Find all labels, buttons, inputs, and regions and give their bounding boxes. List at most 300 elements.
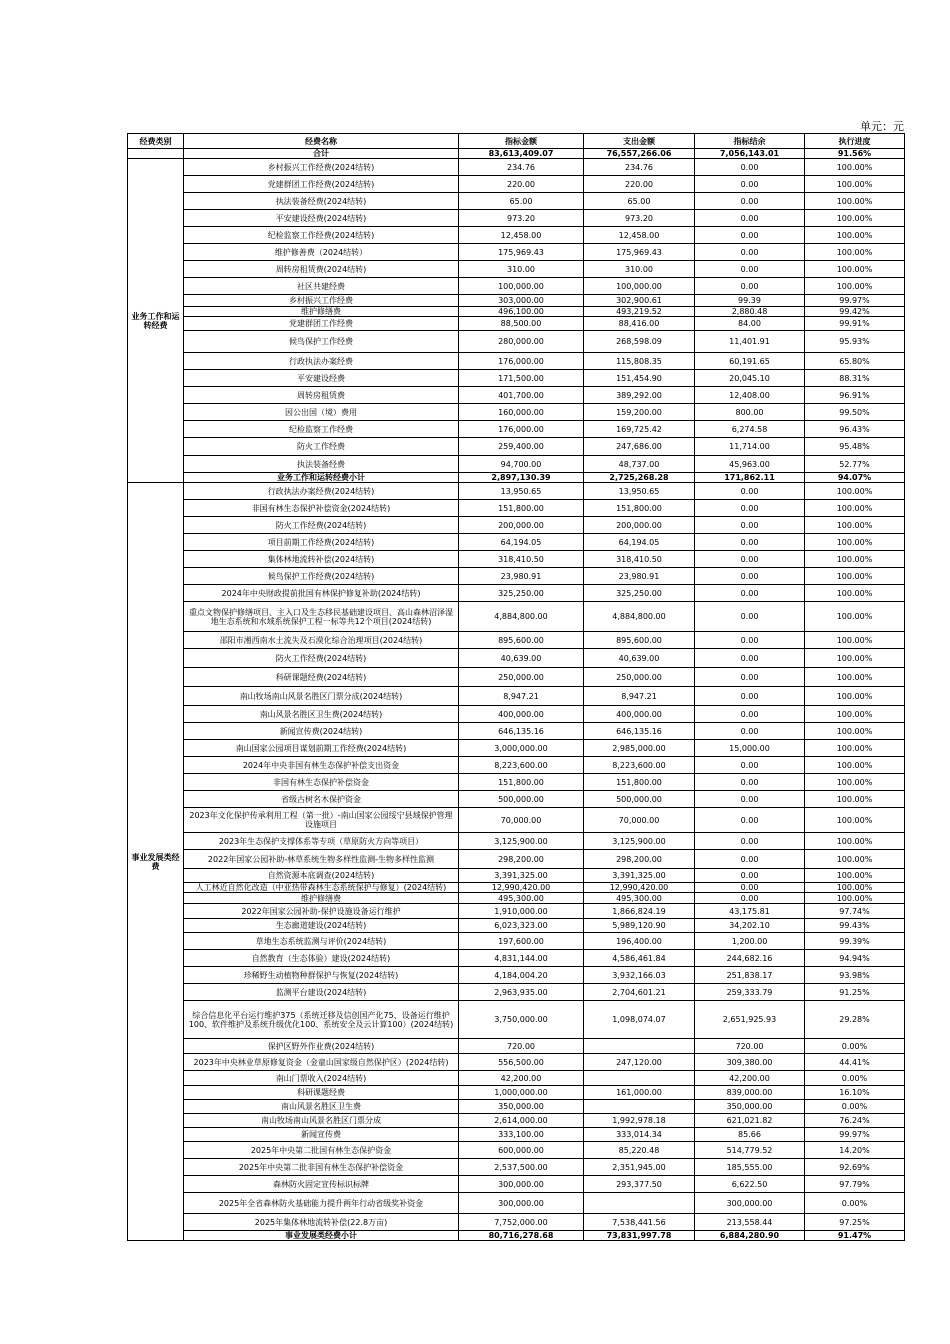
budget-amount: 176,000.00: [459, 353, 584, 370]
spent-amount: 100,000.00: [584, 278, 695, 295]
fund-name: 保护区野外作业费(2024结转): [184, 1039, 459, 1054]
balance-amount: 800.00: [695, 404, 805, 421]
budget-amount: 8,947.21: [459, 687, 584, 706]
progress-value: 100.00%: [805, 483, 905, 500]
fund-name: 2024年中央财政提前批国有林保护修复补助(2024结转): [184, 585, 459, 602]
spent-amount: 3,932,166.03: [584, 967, 695, 984]
budget-amount: 325,250.00: [459, 585, 584, 602]
balance-amount: 300,000.00: [695, 1193, 805, 1214]
progress-value: 14.20%: [805, 1142, 905, 1159]
fund-name: 2025年全省森林防火基础能力提升两年行动省级奖补资金: [184, 1193, 459, 1214]
balance-amount: 6,274.58: [695, 421, 805, 438]
spent-amount: 310.00: [584, 261, 695, 278]
spent-amount: 151,800.00: [584, 500, 695, 517]
table-row: [128, 1214, 905, 1231]
progress-value: 100.00%: [805, 869, 905, 883]
fund-name: 省级古树名木保护资金: [184, 791, 459, 808]
spent-amount: 4,884,800.00: [584, 602, 695, 632]
budget-amount: 333,100.00: [459, 1128, 584, 1142]
table-row: [128, 933, 905, 950]
fund-name: 2022年国家公园补助-保护设施设备运行维护: [184, 904, 459, 919]
table-row: [128, 893, 905, 904]
budget-amount: 303,000.00: [459, 295, 584, 307]
fund-name: 乡村振兴工作经费(2024结转): [184, 159, 459, 176]
table-row: [128, 687, 905, 706]
table-row: [128, 534, 905, 551]
subtotal-name: 事业发展类经费小计: [184, 1231, 459, 1241]
balance-amount: 0.00: [695, 833, 805, 850]
table-row: [128, 483, 905, 500]
balance-amount: 0.00: [695, 261, 805, 278]
budget-amount: 3,750,000.00: [459, 1001, 584, 1039]
spent-amount: 115,808.35: [584, 353, 695, 370]
balance-amount: 0.00: [695, 278, 805, 295]
progress-value: 88.31%: [805, 370, 905, 387]
budget-amount: 3,391,325.00: [459, 869, 584, 883]
table-row: [128, 295, 905, 307]
spent-amount: [584, 1071, 695, 1086]
balance-amount: 84.00: [695, 317, 805, 331]
budget-amount: 175,969.43: [459, 244, 584, 261]
fund-name: 2023年文化保护传承利用工程（第一批）-南山国家公园绥宁县域保护管理设施项目: [184, 808, 459, 833]
table-row: [128, 1086, 905, 1100]
table-row: [128, 632, 905, 649]
balance-amount: 99.39: [695, 295, 805, 307]
spent-amount: 8,947.21: [584, 687, 695, 706]
balance-amount: 0.00: [695, 551, 805, 568]
table-row: [128, 387, 905, 404]
category-cell: 业务工作和运转经费: [128, 159, 184, 483]
table-row: [128, 668, 905, 687]
fund-name: 执法装备经费: [184, 456, 459, 473]
budget-amount: 151,800.00: [459, 500, 584, 517]
subtotal-name: 业务工作和运转经费小计: [184, 473, 459, 483]
table-row: [128, 1100, 905, 1114]
budget-amount: 3,125,900.00: [459, 833, 584, 850]
budget-amount: 200,000.00: [459, 517, 584, 534]
budget-amount: 720.00: [459, 1039, 584, 1054]
table-row: [128, 176, 905, 193]
spent-amount: 220.00: [584, 176, 695, 193]
spent-amount: 1,992,978.18: [584, 1114, 695, 1128]
progress-value: 29.28%: [805, 1001, 905, 1039]
table-row: [128, 950, 905, 967]
table-row: [128, 602, 905, 632]
balance-amount: 0.00: [695, 500, 805, 517]
progress-value: 100.00%: [805, 585, 905, 602]
fund-name: 新闻宣传费(2024结转): [184, 723, 459, 740]
balance-amount: 350,000.00: [695, 1100, 805, 1114]
balance-amount: 0.00: [695, 883, 805, 893]
balance-amount: 85.66: [695, 1128, 805, 1142]
fund-name: 行政执法办案经费(2024结转): [184, 483, 459, 500]
fund-name: 重点文物保护修缮项目、主入口及生态移民基础建设项目、高山森林沼泽湿地生态系统和水域系统保护工程一标等共12个项目(2024结转): [184, 602, 459, 632]
progress-value: 100.00%: [805, 883, 905, 893]
progress-value: 99.91%: [805, 317, 905, 331]
unit-label: 单元：元: [860, 120, 904, 133]
progress-value: 99.97%: [805, 295, 905, 307]
subtotal-budget: 80,716,278.68: [459, 1231, 584, 1241]
balance-amount: 20,045.10: [695, 370, 805, 387]
progress-value: 97.74%: [805, 904, 905, 919]
fund-name: 2023年中央林业草原修复资金（金童山国家级自然保护区）(2024结转): [184, 1054, 459, 1071]
balance-amount: 621,021.82: [695, 1114, 805, 1128]
table-row: [128, 1001, 905, 1039]
fund-name: 南山牧场南山风景名胜区门票分成(2024结转): [184, 687, 459, 706]
table-row: [128, 500, 905, 517]
fund-name: 社区共建经费: [184, 278, 459, 295]
spent-amount: 5,989,120.90: [584, 919, 695, 933]
table-row: [128, 456, 905, 473]
fund-name: 南山国家公园项目谋划前期工作经费(2024结转): [184, 740, 459, 757]
fund-name: 南山风景名胜区卫生费(2024结转): [184, 706, 459, 723]
budget-amount: 42,200.00: [459, 1071, 584, 1086]
fund-name: 2022年国家公园补助-林草系统生物多样性监测-生物多样性监测: [184, 850, 459, 869]
spent-amount: 85,220.48: [584, 1142, 695, 1159]
budget-amount: 12,990,420.00: [459, 883, 584, 893]
progress-value: 94.94%: [805, 950, 905, 967]
balance-amount: 0.00: [695, 193, 805, 210]
progress-value: 96.91%: [805, 387, 905, 404]
budget-amount: 250,000.00: [459, 668, 584, 687]
budget-amount: 7,752,000.00: [459, 1214, 584, 1231]
budget-amount: 160,000.00: [459, 404, 584, 421]
progress-value: 76.24%: [805, 1114, 905, 1128]
progress-value: 95.48%: [805, 438, 905, 456]
fund-name: 项目前期工作经费(2024结转): [184, 534, 459, 551]
table-row: [128, 210, 905, 227]
spent-amount: 23,980.91: [584, 568, 695, 585]
subtotal-spent: 2,725,268.28: [584, 473, 695, 483]
progress-value: 0.00%: [805, 1193, 905, 1214]
spent-amount: 161,000.00: [584, 1086, 695, 1100]
fund-name: 珍稀野生动植物种群保护与恢复(2024结转): [184, 967, 459, 984]
progress-value: 100.00%: [805, 602, 905, 632]
budget-amount: 1,910,000.00: [459, 904, 584, 919]
progress-value: 99.42%: [805, 307, 905, 317]
fund-name: 南山牧场南山风景名胜区门票分成: [184, 1114, 459, 1128]
spent-amount: 247,120.00: [584, 1054, 695, 1071]
fund-name: 非国有林生态保护补偿资金: [184, 774, 459, 791]
progress-value: 100.00%: [805, 500, 905, 517]
budget-amount: 318,410.50: [459, 551, 584, 568]
table-row: [128, 984, 905, 1001]
progress-value: 99.39%: [805, 933, 905, 950]
spent-amount: 175,969.43: [584, 244, 695, 261]
progress-value: 100.00%: [805, 632, 905, 649]
spent-amount: 293,377.50: [584, 1176, 695, 1193]
progress-value: 93.98%: [805, 967, 905, 984]
balance-amount: 0.00: [695, 517, 805, 534]
balance-amount: 251,838.17: [695, 967, 805, 984]
spent-amount: 3,125,900.00: [584, 833, 695, 850]
table-row: [128, 850, 905, 869]
fund-name: 执法装备经费(2024结转): [184, 193, 459, 210]
subtotal-balance: 171,862.11: [695, 473, 805, 483]
balance-amount: 0.00: [695, 757, 805, 774]
spent-amount: 302,900.61: [584, 295, 695, 307]
table-row: [128, 833, 905, 850]
fund-name: 维护修善费（2024结转）: [184, 244, 459, 261]
balance-amount: 720.00: [695, 1039, 805, 1054]
balance-amount: 2,651,925.93: [695, 1001, 805, 1039]
progress-value: 91.25%: [805, 984, 905, 1001]
fund-name: 科研课题经费: [184, 1086, 459, 1100]
budget-amount: 600,000.00: [459, 1142, 584, 1159]
fund-name: 防火工作经费(2024结转): [184, 517, 459, 534]
table-row: [128, 568, 905, 585]
spent-amount: 247,686.00: [584, 438, 695, 456]
budget-amount: 300,000.00: [459, 1176, 584, 1193]
balance-amount: 43,175.81: [695, 904, 805, 919]
balance-amount: 514,779.52: [695, 1142, 805, 1159]
balance-amount: 45,963.00: [695, 456, 805, 473]
balance-amount: 309,380.00: [695, 1054, 805, 1071]
table-row: [128, 1114, 905, 1128]
fund-name: 2024年中央非国有林生态保护补偿支出资金: [184, 757, 459, 774]
subtotal-row: [128, 473, 905, 483]
spent-amount: 389,292.00: [584, 387, 695, 404]
header-row: [128, 134, 905, 149]
budget-amount: 973.20: [459, 210, 584, 227]
balance-amount: 12,408.00: [695, 387, 805, 404]
table-row: [128, 227, 905, 244]
table-row: [128, 1142, 905, 1159]
spent-amount: 2,704,601.21: [584, 984, 695, 1001]
budget-amount: 8,223,600.00: [459, 757, 584, 774]
progress-value: 100.00%: [805, 517, 905, 534]
progress-value: 100.00%: [805, 833, 905, 850]
fund-name: 因公出国（境）费用: [184, 404, 459, 421]
progress-value: 100.00%: [805, 278, 905, 295]
spent-amount: 12,458.00: [584, 227, 695, 244]
balance-amount: 0.00: [695, 568, 805, 585]
budget-amount: 300,000.00: [459, 1193, 584, 1214]
spent-amount: [584, 1193, 695, 1214]
fund-name: 综合信息化平台运行维护375（系统迁移及信创国产化75、设备运行维护100、软件维护及系统升级优化100、系统安全及云计算100）(2024结转): [184, 1001, 459, 1039]
table-row: [128, 904, 905, 919]
fund-name: 行政执法办案经费: [184, 353, 459, 370]
budget-amount: 40,639.00: [459, 649, 584, 668]
progress-value: 100.00%: [805, 261, 905, 278]
budget-amount: 298,200.00: [459, 850, 584, 869]
table-row: [128, 278, 905, 295]
spent-amount: 646,135.16: [584, 723, 695, 740]
progress-value: 100.00%: [805, 757, 905, 774]
table-row: [128, 404, 905, 421]
spent-amount: 493,219.52: [584, 307, 695, 317]
fund-name: 邵阳市湘西南水土流失及石漠化综合治理项目(2024结转): [184, 632, 459, 649]
progress-value: 100.00%: [805, 244, 905, 261]
fund-name: 非国有林生态保护补偿资金(2024结转): [184, 500, 459, 517]
header-spent: 支出金额: [584, 134, 695, 149]
budget-amount: 401,700.00: [459, 387, 584, 404]
balance-amount: 0.00: [695, 869, 805, 883]
budget-amount: 100,000.00: [459, 278, 584, 295]
fund-name: 党建群团工作经费(2024结转): [184, 176, 459, 193]
balance-amount: 0.00: [695, 534, 805, 551]
table-row: [128, 791, 905, 808]
budget-amount: 556,500.00: [459, 1054, 584, 1071]
budget-amount: 895,600.00: [459, 632, 584, 649]
fund-name: 科研课题经费(2024结转): [184, 668, 459, 687]
table-row: [128, 1071, 905, 1086]
subtotal-balance: 6,884,280.90: [695, 1231, 805, 1241]
table-row: [128, 649, 905, 668]
progress-value: 100.00%: [805, 706, 905, 723]
balance-amount: 0.00: [695, 244, 805, 261]
spent-amount: 298,200.00: [584, 850, 695, 869]
balance-amount: 839,000.00: [695, 1086, 805, 1100]
balance-amount: 0.00: [695, 893, 805, 904]
progress-value: 100.00%: [805, 227, 905, 244]
progress-value: 100.00%: [805, 687, 905, 706]
table-row: [128, 517, 905, 534]
budget-amount: 64,194.05: [459, 534, 584, 551]
fund-name: 纪检监察工作经费(2024结转): [184, 227, 459, 244]
progress-value: 99.97%: [805, 1128, 905, 1142]
subtotal-progress: 91.47%: [805, 1231, 905, 1241]
progress-value: 97.79%: [805, 1176, 905, 1193]
progress-value: 0.00%: [805, 1071, 905, 1086]
table-row: [128, 1176, 905, 1193]
balance-amount: 11,714.00: [695, 438, 805, 456]
table-row: [128, 551, 905, 568]
subtotal-progress: 94.07%: [805, 473, 905, 483]
balance-amount: 6,622.50: [695, 1176, 805, 1193]
budget-amount: 500,000.00: [459, 791, 584, 808]
progress-value: 100.00%: [805, 808, 905, 833]
header-name: 经费名称: [184, 134, 459, 149]
total-spent: 76,557,266.06: [584, 149, 695, 159]
spent-amount: 13,950.65: [584, 483, 695, 500]
balance-amount: 0.00: [695, 808, 805, 833]
fund-name: 乡村振兴工作经费: [184, 295, 459, 307]
spent-amount: 196,400.00: [584, 933, 695, 950]
fund-name: 平安建设经费(2024结转): [184, 210, 459, 227]
header-budget: 指标金额: [459, 134, 584, 149]
spent-amount: 7,538,441.56: [584, 1214, 695, 1231]
fund-name: 候鸟保护工作经费(2024结转): [184, 568, 459, 585]
budget-amount: 220.00: [459, 176, 584, 193]
balance-amount: 0.00: [695, 602, 805, 632]
table-row: [128, 438, 905, 456]
progress-value: 97.25%: [805, 1214, 905, 1231]
spent-amount: 2,351,945.00: [584, 1159, 695, 1176]
table-row: [128, 869, 905, 883]
budget-amount: 496,100.00: [459, 307, 584, 317]
progress-value: 100.00%: [805, 193, 905, 210]
balance-amount: 0.00: [695, 210, 805, 227]
balance-amount: 259,333.79: [695, 984, 805, 1001]
progress-value: 0.00%: [805, 1039, 905, 1054]
fund-name: 自然教育（生态体验）建设(2024结转): [184, 950, 459, 967]
fund-name: 防火工作经费(2024结转): [184, 649, 459, 668]
progress-value: 16.10%: [805, 1086, 905, 1100]
balance-amount: 15,000.00: [695, 740, 805, 757]
balance-amount: 0.00: [695, 791, 805, 808]
spent-amount: 151,454.90: [584, 370, 695, 387]
progress-value: 0.00%: [805, 1100, 905, 1114]
table-row: [128, 967, 905, 984]
budget-amount: 234.76: [459, 159, 584, 176]
progress-value: 52.77%: [805, 456, 905, 473]
spent-amount: 159,200.00: [584, 404, 695, 421]
spent-amount: 318,410.50: [584, 551, 695, 568]
spent-amount: 65.00: [584, 193, 695, 210]
budget-amount: 70,000.00: [459, 808, 584, 833]
fund-name: 维护修缮费: [184, 307, 459, 317]
balance-amount: 0.00: [695, 774, 805, 791]
progress-value: 100.00%: [805, 893, 905, 904]
fund-name: 候鸟保护工作经费: [184, 331, 459, 353]
balance-amount: 34,202.10: [695, 919, 805, 933]
budget-amount: 1,000,000.00: [459, 1086, 584, 1100]
balance-amount: 11,401.91: [695, 331, 805, 353]
fund-name: 南山风景名胜区卫生费: [184, 1100, 459, 1114]
fund-name: 平安建设经费: [184, 370, 459, 387]
budget-amount: 13,950.65: [459, 483, 584, 500]
header-progress: 执行进度: [805, 134, 905, 149]
balance-amount: 244,682.16: [695, 950, 805, 967]
table-row: [128, 317, 905, 331]
balance-amount: 0.00: [695, 706, 805, 723]
budget-amount: 4,884,800.00: [459, 602, 584, 632]
subtotal-budget: 2,897,130.39: [459, 473, 584, 483]
table-row: [128, 808, 905, 833]
balance-amount: 2,880.48: [695, 307, 805, 317]
fund-name: 监测平台建设(2024结转): [184, 984, 459, 1001]
fund-name: 党建群团工作经费: [184, 317, 459, 331]
spent-amount: 70,000.00: [584, 808, 695, 833]
table-row: [128, 774, 905, 791]
balance-amount: 0.00: [695, 668, 805, 687]
table-row: [128, 1054, 905, 1071]
progress-value: 100.00%: [805, 740, 905, 757]
budget-amount: 151,800.00: [459, 774, 584, 791]
table-row: [128, 1128, 905, 1142]
spent-amount: 268,598.09: [584, 331, 695, 353]
table-row: [128, 1193, 905, 1214]
balance-amount: 0.00: [695, 632, 805, 649]
fund-name: 集体林地流转补偿(2024结转): [184, 551, 459, 568]
fund-name: 2025年中央第二批国有林生态保护资金: [184, 1142, 459, 1159]
progress-value: 100.00%: [805, 649, 905, 668]
fund-name: 2023年生态保护支撑体系等专项（草原防火方向等项目）: [184, 833, 459, 850]
spent-amount: 4,586,461.84: [584, 950, 695, 967]
table-body: [128, 149, 905, 1241]
balance-amount: 0.00: [695, 483, 805, 500]
budget-amount: 280,000.00: [459, 331, 584, 353]
total-balance: 7,056,143.01: [695, 149, 805, 159]
spent-amount: 500,000.00: [584, 791, 695, 808]
progress-value: 100.00%: [805, 774, 905, 791]
progress-value: 100.00%: [805, 850, 905, 869]
spent-amount: 325,250.00: [584, 585, 695, 602]
balance-amount: 0.00: [695, 227, 805, 244]
budget-amount: 3,000,000.00: [459, 740, 584, 757]
spent-amount: 895,600.00: [584, 632, 695, 649]
progress-value: 100.00%: [805, 551, 905, 568]
budget-amount: 2,537,500.00: [459, 1159, 584, 1176]
header-category: 经费类别: [128, 134, 184, 149]
total-row: [128, 149, 905, 159]
progress-value: 65.80%: [805, 353, 905, 370]
table-row: [128, 1039, 905, 1054]
progress-value: 96.43%: [805, 421, 905, 438]
balance-amount: 0.00: [695, 687, 805, 706]
progress-value: 100.00%: [805, 723, 905, 740]
